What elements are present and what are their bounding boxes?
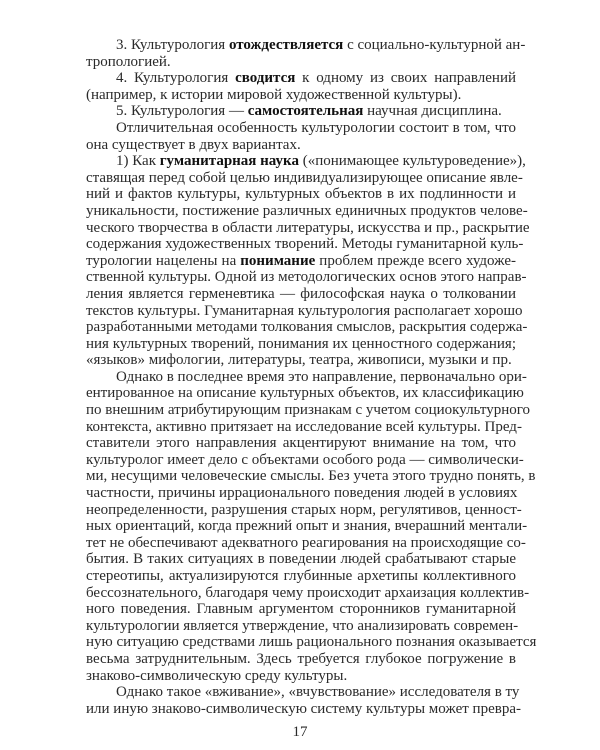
bold-term: гуманитарная наука [159,153,299,170]
page-number: 17 [292,724,308,740]
text-segment: разработанными методами толкования смыслов, раскрытия содержа- [86,319,528,336]
text-segment: к одному из своих направлений [295,70,516,87]
text-line [86,568,516,585]
text-segment: бессознательного, благодаря чему происходит архаизация коллектив- [86,584,530,601]
text-segment: тропологией. [86,53,171,70]
text-line [86,319,528,336]
text-line [86,501,522,519]
text-line [86,551,516,568]
text-segment: 4. Культурология [116,70,236,87]
text-line [86,534,526,552]
bold-term: сводится [235,70,296,87]
text-segment: (например, к истории мировой художественной культуры). [86,86,462,103]
text-line [86,418,522,436]
text-line [86,617,519,635]
text-segment: весьма затруднительным. Здесь требуется глубокое погружение в [86,650,516,667]
text-line [86,70,516,87]
text-segment: стереотипы, актуализируются глубинные архетипы коллективного [86,568,516,584]
text-line [86,87,516,104]
text-segment: 1) Как [116,153,160,170]
text-segment: культуролог имеет дело с объектами особого рода — символически- [86,451,524,468]
text-segment: по внешним атрибутирующим признакам с учетом социокультурного [86,402,530,419]
text-line [86,186,516,203]
text-segment: ентированное на описание культурных объектов, их классификацию [86,385,524,402]
text-line [86,402,530,419]
text-line [86,518,528,535]
bold-term: самостоятельная [247,103,364,120]
text-line [86,684,520,701]
text-line [86,269,527,286]
text-segment: Однако такое «вживание», «вчувствование» исследователя в ту [116,684,520,701]
text-segment: ний и фактов культуры, культурных объектов в их подлинности и [86,186,516,203]
text-segment: 5. Культурология — [116,103,248,120]
text-segment: «языков» мифологии, литературы, театра, живописи, музыки и пр. [86,352,512,369]
text-line [86,236,524,253]
text-segment: содержания художественных творений. Методы гуманитарной куль- [86,236,524,253]
text-line [86,352,516,369]
text-segment: ную ситуацию средствами лишь рационального познания оказывается [86,634,537,651]
text-line [86,37,526,54]
text-segment: знаково-символическую среду культуры. [86,667,348,684]
text-line [86,169,523,187]
text-line [86,700,521,718]
text-segment: неопределенности, разрушения старых норм, регулятивов, ценност- [86,501,522,518]
text-segment: или иную знаково-символическую систему культуры может превра- [86,700,521,717]
text-line [86,451,524,469]
text-segment: Однако в последнее время это направление, первоначально ори- [116,368,527,385]
text-line [86,368,527,386]
text-line [86,485,516,502]
text-line [86,668,516,685]
text-segment: текстов культуры. Гуманитарная культурология располагает хорошо [86,302,523,319]
text-segment: ми, несущими человеческие смыслы. Без учета этого трудно понять, в [86,468,536,485]
text-segment: бытия. В таких ситуациях в поведении людей срабатывают старые [86,551,516,568]
bold-term: понимание [240,252,316,269]
text-segment: культурологии является утверждение, что анализировать современ- [86,617,519,634]
text-line [86,302,523,320]
text-segment: контекста, активно притязает на исследование всей культуры. Пред- [86,418,522,435]
text-segment: тет не обеспечивают адекватного реагирования на происходящие со- [86,534,526,551]
text-line [86,336,516,353]
text-line [86,601,516,618]
text-line [86,219,530,237]
text-segment: уникальности, постижение различных единичных продуктов челове- [86,202,528,219]
text-segment: научная дисциплина. [363,103,502,120]
text-line [86,435,516,452]
page-body-text [86,37,537,717]
text-segment: проблем прежде всего художе- [315,252,517,269]
text-segment: ставящая перед собой целью индивидуализирующее описание явле- [86,169,523,186]
text-line [86,137,516,154]
text-line [86,120,516,137]
text-line [86,634,537,651]
text-line [86,153,526,170]
text-line [86,253,516,270]
text-segment: ственной культуры. Одной из методологических основ этого направ- [86,269,527,286]
text-segment: с социально-культурной ан- [343,37,526,53]
text-segment: она существует в двух вариантах. [86,136,301,153]
bold-term: отождествляется [228,37,344,53]
text-line [86,651,516,668]
text-segment: ния культурных творений, понимания их ценностного содержания; [86,335,516,352]
text-segment: частности, причины иррационального поведения людей в условиях [86,485,518,502]
text-segment: («понимающее культуроведение»), [298,153,526,170]
text-segment: ного поведения. Главным аргументом сторонников гуманитарной [86,601,516,618]
text-line [86,202,528,220]
text-segment: ных ориентаций, когда прежний опыт и знания, вчерашний ментали- [86,518,528,535]
text-segment: ления является герменевтика — философская наука о толковании [86,285,516,302]
text-segment: ческого творчества в области литературы, искусства и пр., раскрытие [86,219,530,236]
text-segment: турологии нацелены на [86,252,241,269]
text-segment: Отличительная особенность культурологии состоит в том, что [116,119,516,136]
text-line [86,286,516,303]
text-line [86,584,530,602]
text-line [86,54,516,71]
text-line [86,468,536,485]
text-line [86,385,524,402]
text-line [86,103,516,120]
text-segment: 3. Культурология [116,37,229,53]
text-segment: ставители этого направления акцентируют внимание на том, что [86,435,516,452]
